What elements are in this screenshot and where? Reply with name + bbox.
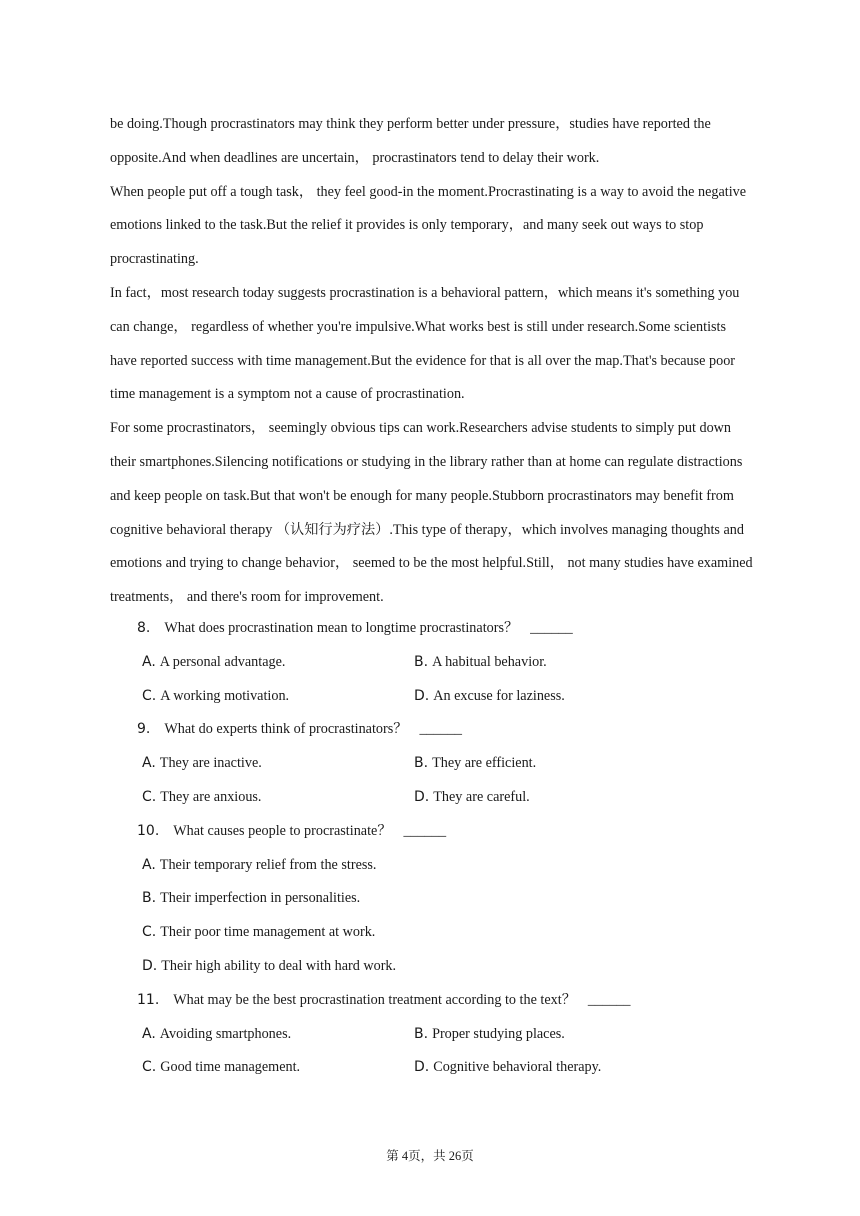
option-c [142,1051,300,1085]
option-c [142,916,375,950]
option-text: Their imperfection in personalities. [160,890,361,907]
passage-paragraph: When people put off a tough task， they feel good-in the moment.Procrastinating is a way to avoid the negative emotions linked to the task.But the relief it provides is only temporary，and many seek out ways to stop procrastinating. [110,183,747,268]
options-row [137,849,757,883]
page-number-label: 第 4页，共 26页 [386,1149,474,1163]
options-row [137,646,757,680]
question-10 [137,815,757,849]
option-text: They are efficient. [432,755,537,772]
option-text: Their high ability to deal with hard work. [161,957,397,974]
options-row [137,747,757,781]
option-c [142,680,289,714]
options-row [137,1051,757,1085]
option-letter: B. [142,890,157,907]
option-letter: D. [414,788,430,805]
page-footer [0,1146,860,1164]
question-number: 11. [137,991,160,1008]
option-letter: A. [142,755,156,772]
option-letter: C. [142,924,157,941]
option-c [142,781,261,815]
option-b [414,646,547,680]
passage-paragraph: In fact，most research today suggests procrastination is a behavioral pattern，which means it's something you can change， regardless of whether you're impulsive.What works best is still under research.Some scientists have reported success with time management.But the evidence for that is all over the map.That's because poor time management is a symptom not a cause of procrastination. [110,284,740,403]
option-a [142,747,262,781]
option-letter: A. [142,856,156,873]
option-letter: C. [142,1059,157,1076]
question-number: 9. [137,721,151,738]
option-text: Proper studying places. [432,1025,565,1042]
reading-passage [110,108,755,615]
option-text: A personal advantage. [159,653,286,670]
option-text: A habitual behavior. [432,653,547,670]
question-list [137,612,757,1085]
option-text: They are anxious. [160,788,262,805]
option-a [142,646,285,680]
answer-blank: ______ [587,991,631,1008]
option-text: Avoiding smartphones. [159,1025,292,1042]
option-letter: B. [414,755,429,772]
options-row [137,950,757,984]
question-number: 8. [137,620,151,636]
option-text: Cognitive behavioral therapy. [433,1059,602,1076]
option-text: They are inactive. [159,755,262,772]
question-number: 10. [137,822,160,839]
option-letter: D. [414,1059,430,1076]
option-text: Their temporary relief from the stress. [159,856,377,873]
option-letter: B. [414,653,429,670]
question-stem: What causes people to procrastinate？ [173,822,392,839]
options-row [137,680,757,714]
option-text: Good time management. [160,1059,301,1076]
question-9 [137,713,757,747]
question-stem: What does procrastination mean to longtime procrastinators？ [164,620,519,636]
option-d [414,781,530,815]
option-text: They are careful. [433,788,530,805]
answer-blank: ______ [530,620,573,636]
option-letter: C. [142,687,157,704]
option-letter: D. [142,957,158,974]
answer-blank: ______ [403,822,447,839]
option-d [142,950,396,984]
option-b [142,882,360,916]
options-row [137,1018,757,1052]
option-a [142,1018,291,1052]
option-text: A working motivation. [160,687,290,704]
passage-paragraph: be doing.Though procrastinators may think they perform better under pressure，studies have reported the opposite.And when deadlines are uncertain， procrastinators tend to delay their work. [110,116,711,166]
answer-blank: ______ [419,721,463,738]
options-row [137,882,757,916]
option-letter: B. [414,1025,429,1042]
question-stem: What do experts think of procrastinators？ [164,721,408,738]
options-row [137,916,757,950]
option-text: An excuse for laziness. [433,687,565,704]
passage-paragraph: For some procrastinators， seemingly obvious tips can work.Researchers advise students to simply put down their smartphones.Silencing notifications or studying in the library rather than at home can regulate distractions and keep people on task.But that won't be enough for many people.Stubborn procrastinators may benefit from cognitive behavioral therapy （认知行为疗法）.This type of therapy，which involves managing thoughts and emotions and trying to change behavior， seemed to be the most helpful.Still， not many studies have examined treatments， and there's room for improvement. [110,420,753,606]
options-row [137,781,757,815]
question-stem: What may be the best procrastination treatment according to the text？ [173,991,576,1008]
question-11 [137,984,757,1018]
option-d [414,1051,601,1085]
option-letter: A. [142,1025,156,1042]
question-8 [137,612,757,646]
option-letter: A. [142,653,156,670]
option-b [414,747,536,781]
option-letter: D. [414,687,430,704]
option-d [414,680,565,714]
option-b [414,1018,565,1052]
option-text: Their poor time management at work. [160,924,376,941]
option-a [142,849,376,883]
option-letter: C. [142,788,157,805]
